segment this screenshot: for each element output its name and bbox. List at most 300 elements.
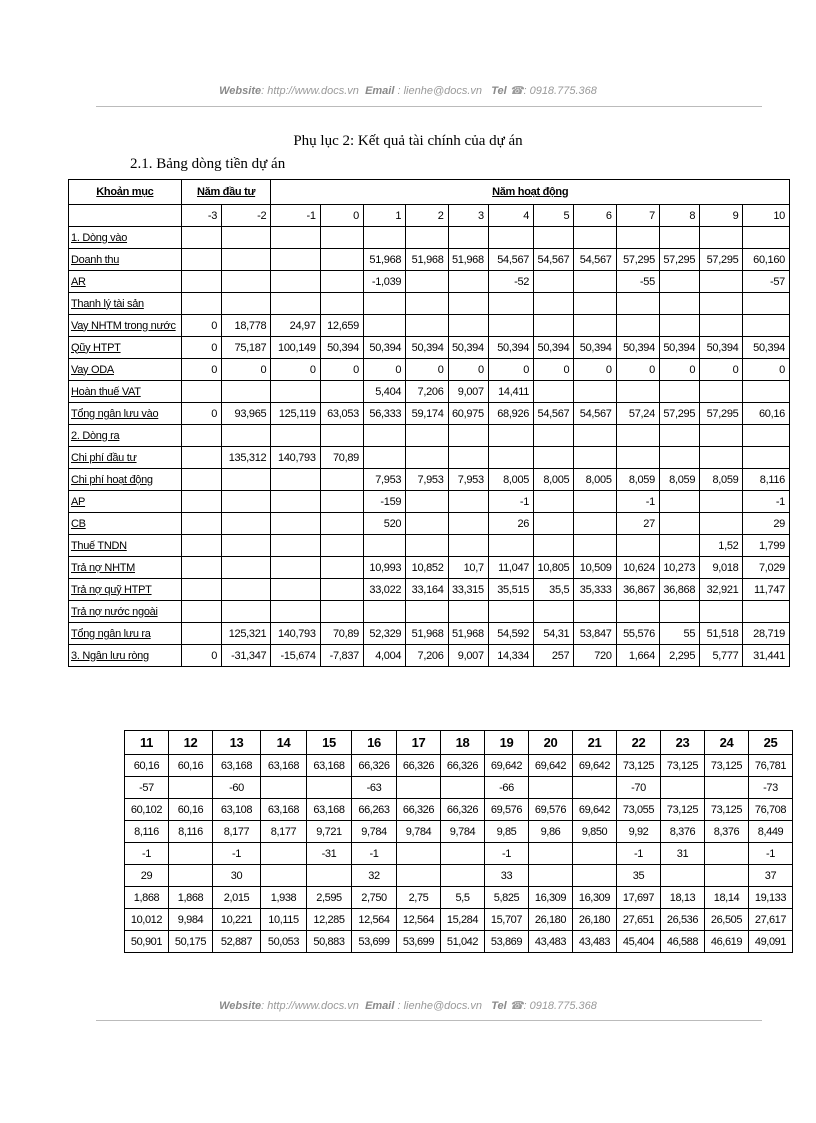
value-cell <box>271 381 320 403</box>
value-cell: 5,404 <box>363 381 405 403</box>
value-cell <box>181 513 221 535</box>
value-cell <box>700 601 743 623</box>
value-cell <box>448 293 488 315</box>
table-row <box>125 887 793 909</box>
value-cell: 51,518 <box>700 623 743 645</box>
value-cell: -1 <box>352 843 397 865</box>
value-cell <box>441 865 485 887</box>
value-cell: 520 <box>363 513 405 535</box>
value-cell: 66,326 <box>441 755 485 777</box>
value-cell: 60,16 <box>125 755 169 777</box>
table-row <box>69 249 790 271</box>
value-cell: 54,567 <box>534 249 574 271</box>
value-cell <box>574 381 616 403</box>
value-cell <box>529 865 573 887</box>
table-row <box>125 799 793 821</box>
value-cell: 125,321 <box>222 623 271 645</box>
table-header-row <box>69 180 790 205</box>
value-cell <box>320 557 363 579</box>
value-cell: 63,168 <box>261 755 307 777</box>
value-cell: -1 <box>616 491 659 513</box>
value-cell: 10,993 <box>363 557 405 579</box>
footer-divider <box>96 1020 762 1021</box>
year-cell: 23 <box>661 731 705 755</box>
value-cell <box>573 843 617 865</box>
table-row <box>69 623 790 645</box>
value-cell <box>181 447 221 469</box>
value-cell: 31,441 <box>743 645 790 667</box>
value-cell: 73,055 <box>617 799 661 821</box>
table-row <box>69 359 790 381</box>
value-cell: -159 <box>363 491 405 513</box>
email-label: Email <box>365 85 395 97</box>
value-cell: 100,149 <box>271 337 320 359</box>
value-cell: 2,595 <box>307 887 352 909</box>
value-cell: 9,007 <box>448 381 488 403</box>
value-cell: -1,039 <box>363 271 405 293</box>
year-cell: -3 <box>181 205 221 227</box>
value-cell <box>534 315 574 337</box>
value-cell: 19,133 <box>749 887 793 909</box>
value-cell: 9,784 <box>441 821 485 843</box>
value-cell: -1 <box>488 491 533 513</box>
year-cell: 25 <box>749 731 793 755</box>
value-cell <box>659 491 699 513</box>
value-cell <box>743 293 790 315</box>
value-cell <box>222 557 271 579</box>
value-cell: 36,868 <box>659 579 699 601</box>
value-cell: 50,394 <box>616 337 659 359</box>
value-cell: -1 <box>213 843 261 865</box>
row-label: 3. Ngân lưu ròng <box>69 645 182 667</box>
value-cell: -52 <box>488 271 533 293</box>
value-cell: 53,847 <box>574 623 616 645</box>
tel-label: Tel <box>491 85 507 97</box>
value-cell: -60 <box>213 777 261 799</box>
value-cell <box>271 491 320 513</box>
table-row <box>69 381 790 403</box>
value-cell: 8,116 <box>743 469 790 491</box>
year-row <box>125 731 793 755</box>
value-cell: 55 <box>659 623 699 645</box>
value-cell: 76,781 <box>749 755 793 777</box>
value-cell <box>406 447 448 469</box>
value-cell <box>397 777 441 799</box>
value-cell <box>705 843 749 865</box>
value-cell: 60,102 <box>125 799 169 821</box>
value-cell: 63,108 <box>213 799 261 821</box>
value-cell: 10,115 <box>261 909 307 931</box>
value-cell: 73,125 <box>705 755 749 777</box>
value-cell <box>534 491 574 513</box>
footer-email-value[interactable]: : lienhe@docs.vn <box>397 1000 483 1012</box>
value-cell <box>222 249 271 271</box>
value-cell <box>616 601 659 623</box>
value-cell <box>363 227 405 249</box>
header-operate-years: Năm hoạt động <box>271 180 790 205</box>
value-cell <box>181 425 221 447</box>
value-cell <box>363 425 405 447</box>
value-cell <box>441 843 485 865</box>
row-label: AR <box>69 271 182 293</box>
value-cell <box>700 425 743 447</box>
value-cell: 7,029 <box>743 557 790 579</box>
value-cell: 63,168 <box>213 755 261 777</box>
value-cell <box>616 447 659 469</box>
value-cell <box>271 579 320 601</box>
value-cell: 9,721 <box>307 821 352 843</box>
value-cell: 32,921 <box>700 579 743 601</box>
value-cell <box>616 535 659 557</box>
value-cell <box>169 777 213 799</box>
value-cell: 26,180 <box>573 909 617 931</box>
row-label: Thuế TNDN <box>69 535 182 557</box>
footer-phone-icon: ☎ <box>509 1000 524 1012</box>
value-cell <box>363 535 405 557</box>
value-cell <box>488 315 533 337</box>
value-cell: 0 <box>743 359 790 381</box>
table-row <box>69 579 790 601</box>
value-cell: 35,5 <box>534 579 574 601</box>
value-cell: 51,968 <box>448 249 488 271</box>
section-title: 2.1. Bảng dòng tiền dự án <box>130 156 286 172</box>
value-cell <box>743 601 790 623</box>
value-cell: 17,697 <box>617 887 661 909</box>
value-cell: 9,85 <box>485 821 529 843</box>
value-cell <box>488 227 533 249</box>
value-cell: 31 <box>661 843 705 865</box>
value-cell <box>181 293 221 315</box>
value-cell: 59,174 <box>406 403 448 425</box>
value-cell <box>616 227 659 249</box>
value-cell <box>534 271 574 293</box>
year-cell: 5 <box>534 205 574 227</box>
year-cell: 12 <box>169 731 213 755</box>
value-cell: 60,160 <box>743 249 790 271</box>
value-cell <box>222 601 271 623</box>
value-cell: -57 <box>743 271 790 293</box>
value-cell <box>616 315 659 337</box>
value-cell: -70 <box>617 777 661 799</box>
value-cell: 8,005 <box>534 469 574 491</box>
value-cell <box>320 491 363 513</box>
value-cell: 720 <box>574 645 616 667</box>
value-cell: 50,175 <box>169 931 213 953</box>
value-cell: 57,295 <box>616 249 659 271</box>
value-cell <box>406 601 448 623</box>
value-cell: 9,92 <box>617 821 661 843</box>
value-cell <box>271 513 320 535</box>
value-cell <box>574 271 616 293</box>
value-cell <box>271 425 320 447</box>
value-cell <box>448 315 488 337</box>
value-cell: 29 <box>743 513 790 535</box>
value-cell: 53,699 <box>397 931 441 953</box>
value-cell: 37 <box>749 865 793 887</box>
table-row <box>69 557 790 579</box>
value-cell <box>181 557 221 579</box>
row-label: CB <box>69 513 182 535</box>
value-cell: -66 <box>485 777 529 799</box>
value-cell <box>320 601 363 623</box>
value-cell: 9,007 <box>448 645 488 667</box>
value-cell: 8,059 <box>700 469 743 491</box>
value-cell <box>448 535 488 557</box>
value-cell: 66,326 <box>397 755 441 777</box>
footer-email-label: Email <box>365 1000 395 1012</box>
value-cell: -55 <box>616 271 659 293</box>
value-cell <box>534 381 574 403</box>
year-cell: 6 <box>574 205 616 227</box>
phone-icon: ☎ <box>509 85 524 97</box>
value-cell <box>271 469 320 491</box>
footer-website-url[interactable]: : http://www.docs.vn <box>261 1000 359 1012</box>
value-cell: 35 <box>617 865 661 887</box>
row-label: AP <box>69 491 182 513</box>
value-cell <box>661 865 705 887</box>
value-cell <box>271 227 320 249</box>
value-cell <box>661 777 705 799</box>
value-cell <box>169 865 213 887</box>
value-cell: 0 <box>320 359 363 381</box>
value-cell: 55,576 <box>616 623 659 645</box>
value-cell: 26,180 <box>529 909 573 931</box>
value-cell: 45,404 <box>617 931 661 953</box>
table-row <box>69 293 790 315</box>
value-cell: 52,329 <box>363 623 405 645</box>
value-cell <box>448 601 488 623</box>
value-cell <box>616 425 659 447</box>
value-cell: 69,642 <box>529 755 573 777</box>
value-cell <box>700 513 743 535</box>
value-cell <box>406 315 448 337</box>
email-value[interactable]: : lienhe@docs.vn <box>397 85 483 97</box>
value-cell: 140,793 <box>271 623 320 645</box>
value-cell: 57,295 <box>659 249 699 271</box>
value-cell: 50,394 <box>320 337 363 359</box>
value-cell <box>573 777 617 799</box>
value-cell: 54,592 <box>488 623 533 645</box>
value-cell <box>181 491 221 513</box>
value-cell: 43,483 <box>529 931 573 953</box>
appendix-title: Phụ lục 2: Kết quả tài chính của dự án <box>293 133 523 149</box>
value-cell: 5,825 <box>485 887 529 909</box>
footer-tel-label: Tel <box>491 1000 507 1012</box>
value-cell: 12,285 <box>307 909 352 931</box>
value-cell: 53,869 <box>485 931 529 953</box>
value-cell: 53,699 <box>352 931 397 953</box>
value-cell: 8,005 <box>488 469 533 491</box>
table-row <box>69 601 790 623</box>
value-cell <box>320 513 363 535</box>
value-cell: 10,7 <box>448 557 488 579</box>
value-cell: 11,747 <box>743 579 790 601</box>
value-cell <box>320 293 363 315</box>
value-cell: 54,567 <box>574 403 616 425</box>
row-label: Trả nợ quỹ HTPT <box>69 579 182 601</box>
value-cell <box>271 557 320 579</box>
table-row <box>69 227 790 249</box>
value-cell: 0 <box>363 359 405 381</box>
table-row <box>69 491 790 513</box>
row-label: Vay ODA <box>69 359 182 381</box>
value-cell <box>320 469 363 491</box>
value-cell <box>271 271 320 293</box>
year-cell: 11 <box>125 731 169 755</box>
value-cell: 7,206 <box>406 645 448 667</box>
value-cell: 0 <box>616 359 659 381</box>
value-cell <box>529 843 573 865</box>
value-cell: 50,901 <box>125 931 169 953</box>
value-cell: 57,295 <box>659 403 699 425</box>
value-cell <box>488 425 533 447</box>
value-cell <box>320 535 363 557</box>
value-cell: 35,515 <box>488 579 533 601</box>
value-cell <box>222 381 271 403</box>
value-cell: 9,850 <box>573 821 617 843</box>
value-cell <box>700 447 743 469</box>
value-cell <box>529 777 573 799</box>
year-cell: 8 <box>659 205 699 227</box>
value-cell <box>743 447 790 469</box>
year-cell: 1 <box>363 205 405 227</box>
value-cell <box>307 865 352 887</box>
value-cell <box>406 425 448 447</box>
value-cell: 5,5 <box>441 887 485 909</box>
value-cell: 4,004 <box>363 645 405 667</box>
table-row <box>125 777 793 799</box>
website-label: Website <box>219 85 262 97</box>
value-cell <box>574 227 616 249</box>
value-cell <box>488 293 533 315</box>
value-cell: 1,868 <box>125 887 169 909</box>
value-cell: -1 <box>743 491 790 513</box>
year-cell: 4 <box>488 205 533 227</box>
table-row <box>69 645 790 667</box>
value-cell: 15,284 <box>441 909 485 931</box>
value-cell <box>271 535 320 557</box>
value-cell <box>181 249 221 271</box>
value-cell: -63 <box>352 777 397 799</box>
value-cell: 8,116 <box>125 821 169 843</box>
table-row <box>125 931 793 953</box>
value-cell: 8,059 <box>616 469 659 491</box>
table-row <box>125 821 793 843</box>
value-cell <box>406 271 448 293</box>
year-cell: 19 <box>485 731 529 755</box>
value-cell: 70,89 <box>320 447 363 469</box>
value-cell: 12,564 <box>352 909 397 931</box>
value-cell <box>222 491 271 513</box>
value-cell <box>659 227 699 249</box>
website-url[interactable]: : http://www.docs.vn <box>261 85 359 97</box>
value-cell: 56,333 <box>363 403 405 425</box>
value-cell <box>700 271 743 293</box>
table-row <box>125 909 793 931</box>
value-cell: 18,13 <box>661 887 705 909</box>
value-cell: 26,536 <box>661 909 705 931</box>
value-cell: 1,799 <box>743 535 790 557</box>
table-row <box>69 403 790 425</box>
value-cell <box>534 601 574 623</box>
value-cell: 33 <box>485 865 529 887</box>
value-cell: 0 <box>488 359 533 381</box>
table-row <box>69 513 790 535</box>
value-cell <box>448 271 488 293</box>
value-cell <box>488 601 533 623</box>
value-cell: 51,968 <box>406 623 448 645</box>
value-cell: 46,588 <box>661 931 705 953</box>
header-item: Khoản mục <box>69 180 182 205</box>
value-cell: -1 <box>485 843 529 865</box>
header-divider <box>96 106 762 107</box>
value-cell <box>222 271 271 293</box>
value-cell: 63,168 <box>307 755 352 777</box>
year-cell: 17 <box>397 731 441 755</box>
value-cell: 9,784 <box>352 821 397 843</box>
value-cell: 9,018 <box>700 557 743 579</box>
value-cell <box>700 293 743 315</box>
table-row <box>69 535 790 557</box>
value-cell <box>397 865 441 887</box>
value-cell: 10,273 <box>659 557 699 579</box>
footer-tel-value: : 0918.775.368 <box>523 1000 597 1012</box>
year-cell: 15 <box>307 731 352 755</box>
value-cell <box>488 447 533 469</box>
value-cell: 50,394 <box>488 337 533 359</box>
table-row <box>69 425 790 447</box>
year-cell: 22 <box>617 731 661 755</box>
value-cell: 51,968 <box>363 249 405 271</box>
value-cell: 8,376 <box>661 821 705 843</box>
value-cell: 2,750 <box>352 887 397 909</box>
value-cell <box>534 535 574 557</box>
table-row <box>69 337 790 359</box>
value-cell <box>700 227 743 249</box>
value-cell <box>261 843 307 865</box>
value-cell: 7,953 <box>363 469 405 491</box>
year-cell: 13 <box>213 731 261 755</box>
value-cell: 7,206 <box>406 381 448 403</box>
value-cell: 140,793 <box>271 447 320 469</box>
value-cell: 15,707 <box>485 909 529 931</box>
value-cell <box>448 425 488 447</box>
value-cell: 0 <box>574 359 616 381</box>
year-cell: -2 <box>222 205 271 227</box>
value-cell <box>616 381 659 403</box>
year-row-label <box>69 205 182 227</box>
value-cell: 50,883 <box>307 931 352 953</box>
year-cell: 2 <box>406 205 448 227</box>
year-cell: 18 <box>441 731 485 755</box>
value-cell <box>574 447 616 469</box>
value-cell <box>659 535 699 557</box>
value-cell <box>222 535 271 557</box>
year-cell: 20 <box>529 731 573 755</box>
value-cell: 1,664 <box>616 645 659 667</box>
value-cell: -15,674 <box>271 645 320 667</box>
value-cell: 50,394 <box>363 337 405 359</box>
year-cell: 7 <box>616 205 659 227</box>
value-cell <box>659 601 699 623</box>
value-cell <box>700 315 743 337</box>
value-cell <box>534 293 574 315</box>
year-cell: 0 <box>320 205 363 227</box>
value-cell <box>406 535 448 557</box>
value-cell: 36,867 <box>616 579 659 601</box>
value-cell: 10,509 <box>574 557 616 579</box>
row-label: Qũy HTPT <box>69 337 182 359</box>
